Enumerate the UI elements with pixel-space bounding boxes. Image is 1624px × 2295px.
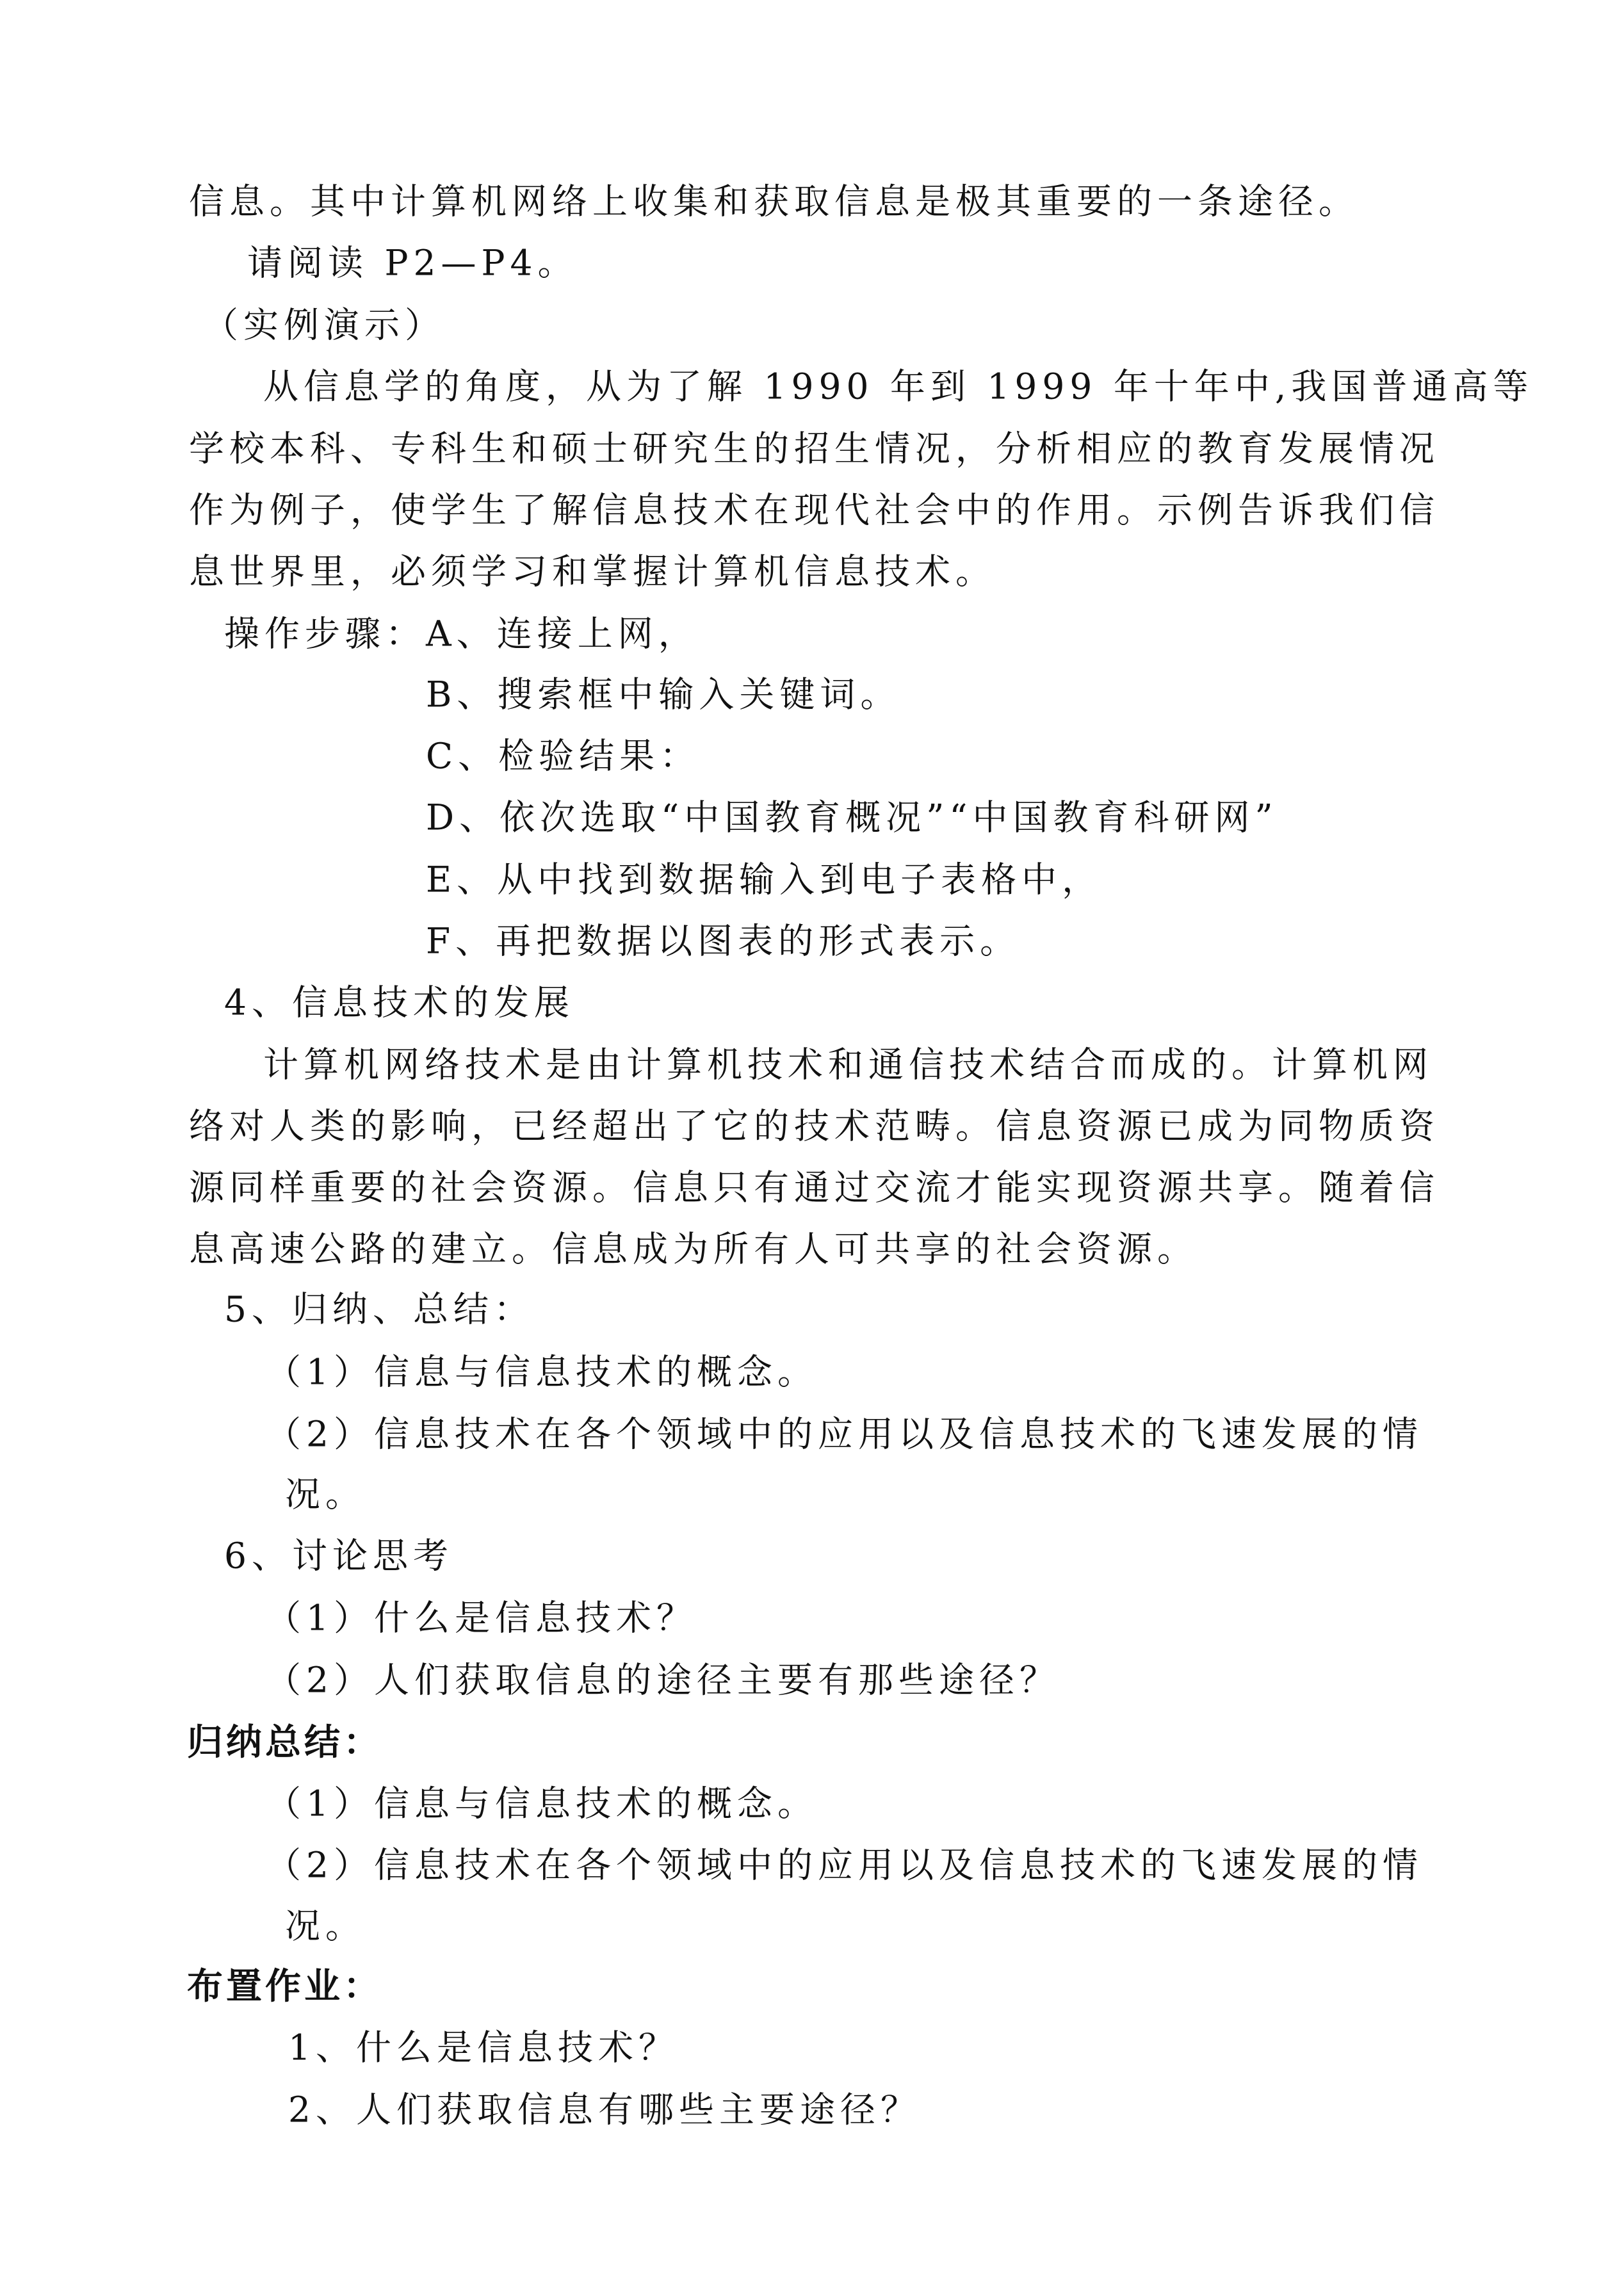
summary-item: （1）信息与信息技术的概念。 [266, 1783, 818, 1824]
discussion-item: （2）人们获取信息的途径主要有那些途径？ [266, 1659, 1060, 1701]
example-paragraph-line: 息世界里，必须学习和掌握计算机信息技术。 [189, 551, 996, 592]
summary-item: （1）信息与信息技术的概念。 [266, 1351, 818, 1393]
summary-item-continuation: 况。 [285, 1905, 366, 1947]
section-title: 5、归纳、总结： [224, 1288, 534, 1330]
step-item: F、再把数据以图表的形式表示。 [426, 920, 1021, 962]
homework-heading: 布置作业： [187, 1966, 382, 2007]
section4-paragraph-line: 息高速公路的建立。信息成为所有人可共享的社会资源。 [189, 1228, 1198, 1270]
demo-label: （实例演示） [203, 304, 446, 346]
section-title: 6、讨论思考 [224, 1535, 453, 1577]
steps-label: 操作步骤： [224, 613, 426, 654]
section-title: 4、信息技术的发展 [224, 982, 574, 1023]
step-item: D、依次选取“中国教育概况”“中国教育科研网” [426, 797, 1278, 838]
homework-item: 1、什么是信息技术？ [288, 2027, 679, 2068]
reading-instruction: 请阅读 P2—P4。 [247, 242, 578, 284]
discussion-item: （1）什么是信息技术？ [266, 1597, 697, 1639]
example-paragraph-line: 作为例子，使学生了解信息技术在现代社会中的作用。示例告诉我们信 [189, 489, 1440, 531]
step-item: C、检验结果： [426, 735, 701, 777]
step-item: B、搜索框中输入关键词。 [426, 674, 901, 715]
example-paragraph-line: 学校本科、专科生和硕士研究生的招生情况，分析相应的教育发展情况 [189, 428, 1440, 469]
summary-heading: 归纳总结： [187, 1722, 382, 1764]
homework-item: 2、人们获取信息有哪些主要途径？ [288, 2089, 921, 2130]
summary-item-continuation: 况。 [285, 1473, 366, 1515]
section4-paragraph-line: 络对人类的影响，已经超出了它的技术范畴。信息资源已成为同物质资 [189, 1105, 1440, 1147]
summary-item: （2）信息技术在各个领域中的应用以及信息技术的飞速发展的情 [266, 1844, 1423, 1886]
summary-item: （2）信息技术在各个领域中的应用以及信息技术的飞速发展的情 [266, 1413, 1423, 1455]
example-paragraph-line: 从信息学的角度，从为了解 1990 年到 1999 年十年中,我国普通高等 [263, 366, 1534, 407]
step-item: A、连接上网， [426, 613, 699, 654]
step-item: E、从中找到数据输入到电子表格中， [426, 859, 1103, 900]
intro-text-line: 信息。其中计算机网络上收集和获取信息是极其重要的一条途径。 [189, 181, 1360, 222]
section4-paragraph-line: 源同样重要的社会资源。信息只有通过交流才能实现资源共享。随着信 [189, 1167, 1440, 1208]
section4-paragraph-line: 计算机网络技术是由计算机技术和通信技术结合而成的。计算机网 [263, 1044, 1434, 1085]
